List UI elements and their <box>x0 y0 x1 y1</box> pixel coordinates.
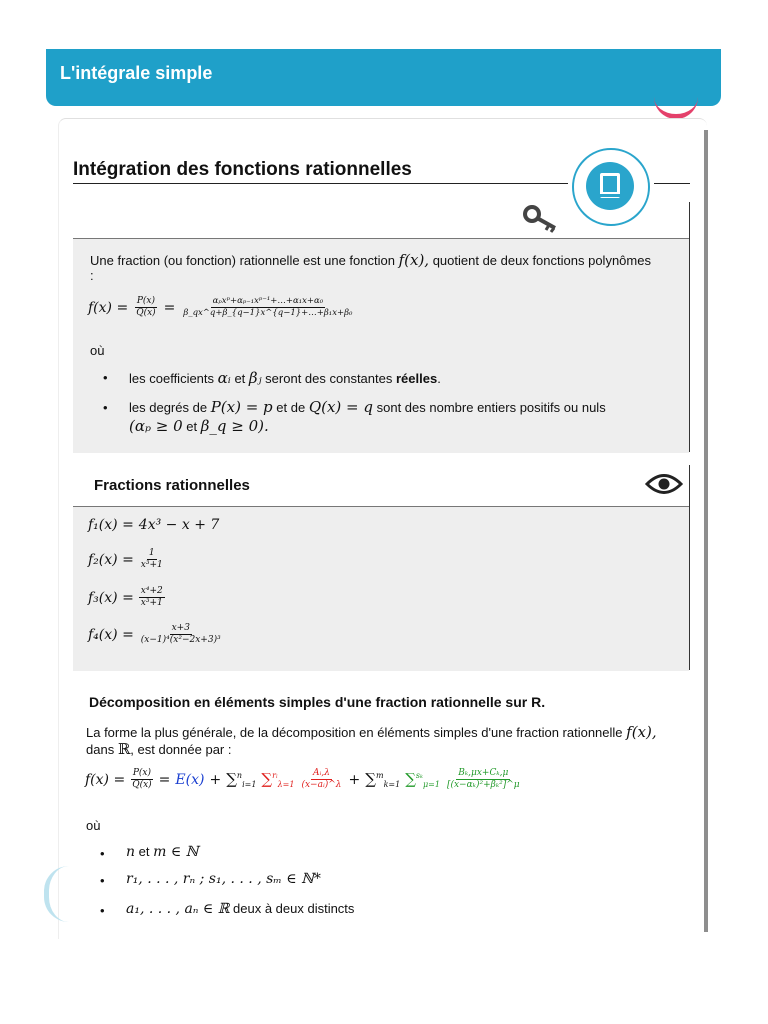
book-icon <box>586 162 634 210</box>
fraction-numerator: x⁴+2 <box>140 586 163 596</box>
bullet-n-m <box>126 843 686 861</box>
bullet-degrees <box>129 398 689 436</box>
bullet-text: . <box>437 371 441 386</box>
sigma-symbol: ∑ <box>405 770 416 788</box>
math-q: Q(x) = q <box>308 398 373 416</box>
fraction-denominator: x³+1 <box>140 598 163 608</box>
example-f3 <box>88 586 165 609</box>
formula-lhs: f(x) = <box>85 771 126 788</box>
fraction-polynomials <box>181 296 354 319</box>
example-f2 <box>88 548 165 571</box>
fraction-numerator: P(x) <box>132 768 151 778</box>
sum-upper: sₖ <box>415 771 423 780</box>
f1-lhs: f₁(x) = <box>88 517 134 533</box>
sum-upper: m <box>375 771 384 780</box>
intro-text: , est donnée par : <box>130 742 232 757</box>
course-header <box>46 49 721 106</box>
second-kind-fraction <box>445 768 522 791</box>
polynomial-part: E(x) <box>175 771 205 788</box>
math-m: m ∈ ℕ <box>153 844 199 860</box>
bullet-text: les coefficients <box>129 371 215 386</box>
bullet-dot: • <box>103 400 108 415</box>
math-a: a₁, . . . , aₙ ∈ ℝ <box>126 901 230 917</box>
sum-mu <box>405 770 440 789</box>
decorative-arc <box>44 866 69 922</box>
fraction-numerator: 1 <box>148 548 155 558</box>
bullet-a <box>126 900 686 918</box>
section-title: Intégration des fonctions rationnelles <box>73 159 412 180</box>
definition-intro <box>90 253 680 283</box>
sum-k <box>365 770 400 789</box>
bullet-text: et <box>234 371 246 386</box>
formula-lhs: f(x) = <box>88 299 129 316</box>
f3-lhs: f₃(x) = <box>88 589 134 606</box>
course-title: L'intégrale simple <box>60 63 213 83</box>
bullet-text: deux à deux distincts <box>233 901 355 916</box>
sum-i <box>226 770 256 789</box>
scrollbar-track[interactable] <box>704 130 708 932</box>
intro-colon: : <box>90 268 94 283</box>
example-f4 <box>88 623 223 646</box>
fraction-numerator: P(x) <box>136 296 155 306</box>
bullet-text: sont des nombre entiers positifs ou nuls <box>376 400 606 415</box>
first-kind-fraction <box>299 768 343 791</box>
bullet-dot: • <box>100 873 105 888</box>
bullet-text: seront des constantes <box>265 371 393 386</box>
math-cond-beta: β_q ≥ 0). <box>200 417 269 435</box>
sum-lower: μ=1 <box>422 780 440 789</box>
sum-lower: i=1 <box>242 780 257 789</box>
ou-label: où <box>90 343 105 358</box>
bullet-text: et de <box>276 400 306 415</box>
rational-formula <box>88 296 354 319</box>
decomposition-title: Décomposition en éléments simples d'une fraction rationnelle sur R. <box>89 694 546 710</box>
equals-sign: = <box>158 771 171 788</box>
fraction-denominator: x³+1 <box>140 560 163 570</box>
sum-lower: k=1 <box>383 780 401 789</box>
bullet-coefficients <box>129 369 689 388</box>
fraction-numerator: x+3 <box>171 623 190 633</box>
fraction-denominator: [(x−αₖ)²+βₖ²]^μ <box>446 780 520 790</box>
f4-lhs: f₄(x) = <box>88 626 134 643</box>
panel-border <box>689 465 690 670</box>
intro-text: dans <box>86 742 115 757</box>
bullet-dot: • <box>100 903 105 918</box>
fraction-denominator: (x−aᵢ)^λ <box>301 780 342 790</box>
title-divider <box>73 183 568 184</box>
f2-fraction <box>139 548 165 571</box>
f1-rhs: 4x³ − x + 7 <box>138 517 220 533</box>
eye-icon[interactable] <box>645 471 683 497</box>
math-n: n <box>126 844 136 860</box>
intro-text: Une fraction (ou fonction) rationnelle est une fonction <box>90 253 395 268</box>
sigma-symbol: ∑ <box>261 770 273 788</box>
sigma-symbol: ∑ <box>365 770 376 788</box>
fraction-numerator: Aᵢ,λ <box>313 768 330 778</box>
math-p: P(x) = p <box>210 398 273 416</box>
sum-upper: rᵢ <box>272 771 278 780</box>
fraction-pq <box>134 296 157 319</box>
fraction-denominator: Q(x) <box>136 308 156 318</box>
fraction-pq <box>130 768 153 791</box>
f4-fraction <box>139 623 223 646</box>
examples-title: Fractions rationnelles <box>94 477 250 494</box>
intro-text: La forme la plus générale, de la décomposition en éléments simples d'une fraction rationnelle <box>86 725 623 740</box>
decomposition-formula <box>85 768 522 791</box>
bullet-dot: • <box>103 370 108 385</box>
sum-lambda <box>261 770 294 789</box>
decorative-arc <box>654 90 698 119</box>
f2-lhs: f₂(x) = <box>88 551 134 568</box>
key-icon[interactable] <box>522 203 562 233</box>
math-rs: r₁, . . . , rₙ ; s₁, . . . , sₘ ∈ ℕ* <box>126 871 321 887</box>
bullet-text: et <box>186 419 198 434</box>
fraction-denominator: β_qx^q+β_{q−1}x^{q−1}+…+β₁x+β₀ <box>183 308 353 318</box>
math-reals: ℝ <box>117 740 131 758</box>
fraction-numerator: αₚxᵖ+αₚ₋₁xᵖ⁻¹+…+α₁x+α₀ <box>212 296 324 306</box>
bullet-text: les degrés de <box>129 400 208 415</box>
bullet-r-s <box>126 870 686 888</box>
title-divider <box>654 183 690 184</box>
ou-label: où <box>86 818 101 833</box>
f3-fraction <box>139 586 165 609</box>
bullet-dot: • <box>100 846 105 861</box>
sum-lower: λ=1 <box>277 780 295 789</box>
equals-sign: = <box>163 299 176 316</box>
math-fx: f(x), <box>398 251 430 269</box>
math-cond-alpha: (αₚ ≥ 0 <box>129 417 183 435</box>
plus-sign: + <box>348 771 361 788</box>
fraction-numerator: Bₖ,μx+Cₖ,μ <box>458 768 509 778</box>
bold-text: réelles <box>396 371 438 386</box>
panel-border <box>689 202 690 452</box>
math-beta: βⱼ <box>248 369 262 387</box>
sigma-symbol: ∑ <box>226 770 237 788</box>
example-f1 <box>88 517 219 533</box>
intro-text: quotient de deux fonctions polynômes <box>432 253 651 268</box>
plus-sign: + <box>209 771 222 788</box>
fraction-denominator: Q(x) <box>132 780 152 790</box>
math-alpha: αᵢ <box>217 369 231 387</box>
bullet-text: et <box>138 844 150 859</box>
decomposition-intro <box>86 724 686 758</box>
math-fx: f(x), <box>626 723 657 741</box>
fraction-denominator: (x−1)⁴(x²−2x+3)³ <box>140 635 221 645</box>
sum-upper: n <box>236 771 243 780</box>
